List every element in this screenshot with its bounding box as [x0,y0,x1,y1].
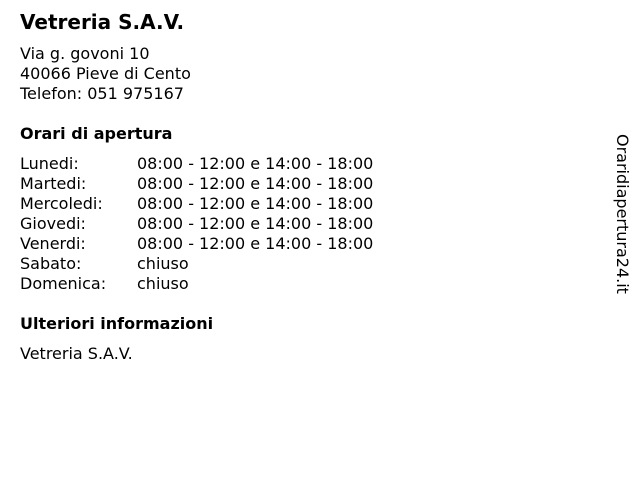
site-watermark: Oraridiapertura24.it [613,134,632,294]
day-label: Giovedi: [20,214,86,233]
opening-hours-table [20,154,373,294]
hours-value: 08:00 - 12:00 e 14:00 - 18:00 [137,234,374,253]
business-name: Vetreria S.A.V. [20,10,185,34]
more-info-text: Vetreria S.A.V. [20,344,133,363]
hours-value: chiuso [137,254,189,273]
hours-row-thursday [20,214,373,234]
hours-value: 08:00 - 12:00 e 14:00 - 18:00 [137,174,374,193]
hours-row-sunday [20,274,373,294]
hours-row-tuesday [20,174,373,194]
hours-row-friday [20,234,373,254]
day-label: Domenica: [20,274,107,293]
more-info-heading: Ulteriori informazioni [20,314,214,333]
hours-row-wednesday [20,194,373,214]
opening-hours-heading: Orari di apertura [20,124,173,143]
day-label: Sabato: [20,254,82,273]
day-label: Venerdi: [20,234,86,253]
city-address: 40066 Pieve di Cento [20,64,191,83]
address-block [20,44,191,104]
hours-row-monday [20,154,373,174]
day-label: Martedi: [20,174,87,193]
street-address: Via g. govoni 10 [20,44,150,63]
hours-value: chiuso [137,274,189,293]
phone-number: Telefon: 051 975167 [20,84,184,103]
hours-value: 08:00 - 12:00 e 14:00 - 18:00 [137,154,374,173]
hours-value: 08:00 - 12:00 e 14:00 - 18:00 [137,194,374,213]
hours-value: 08:00 - 12:00 e 14:00 - 18:00 [137,214,374,233]
day-label: Mercoledi: [20,194,103,213]
day-label: Lunedi: [20,154,79,173]
hours-row-saturday [20,254,373,274]
